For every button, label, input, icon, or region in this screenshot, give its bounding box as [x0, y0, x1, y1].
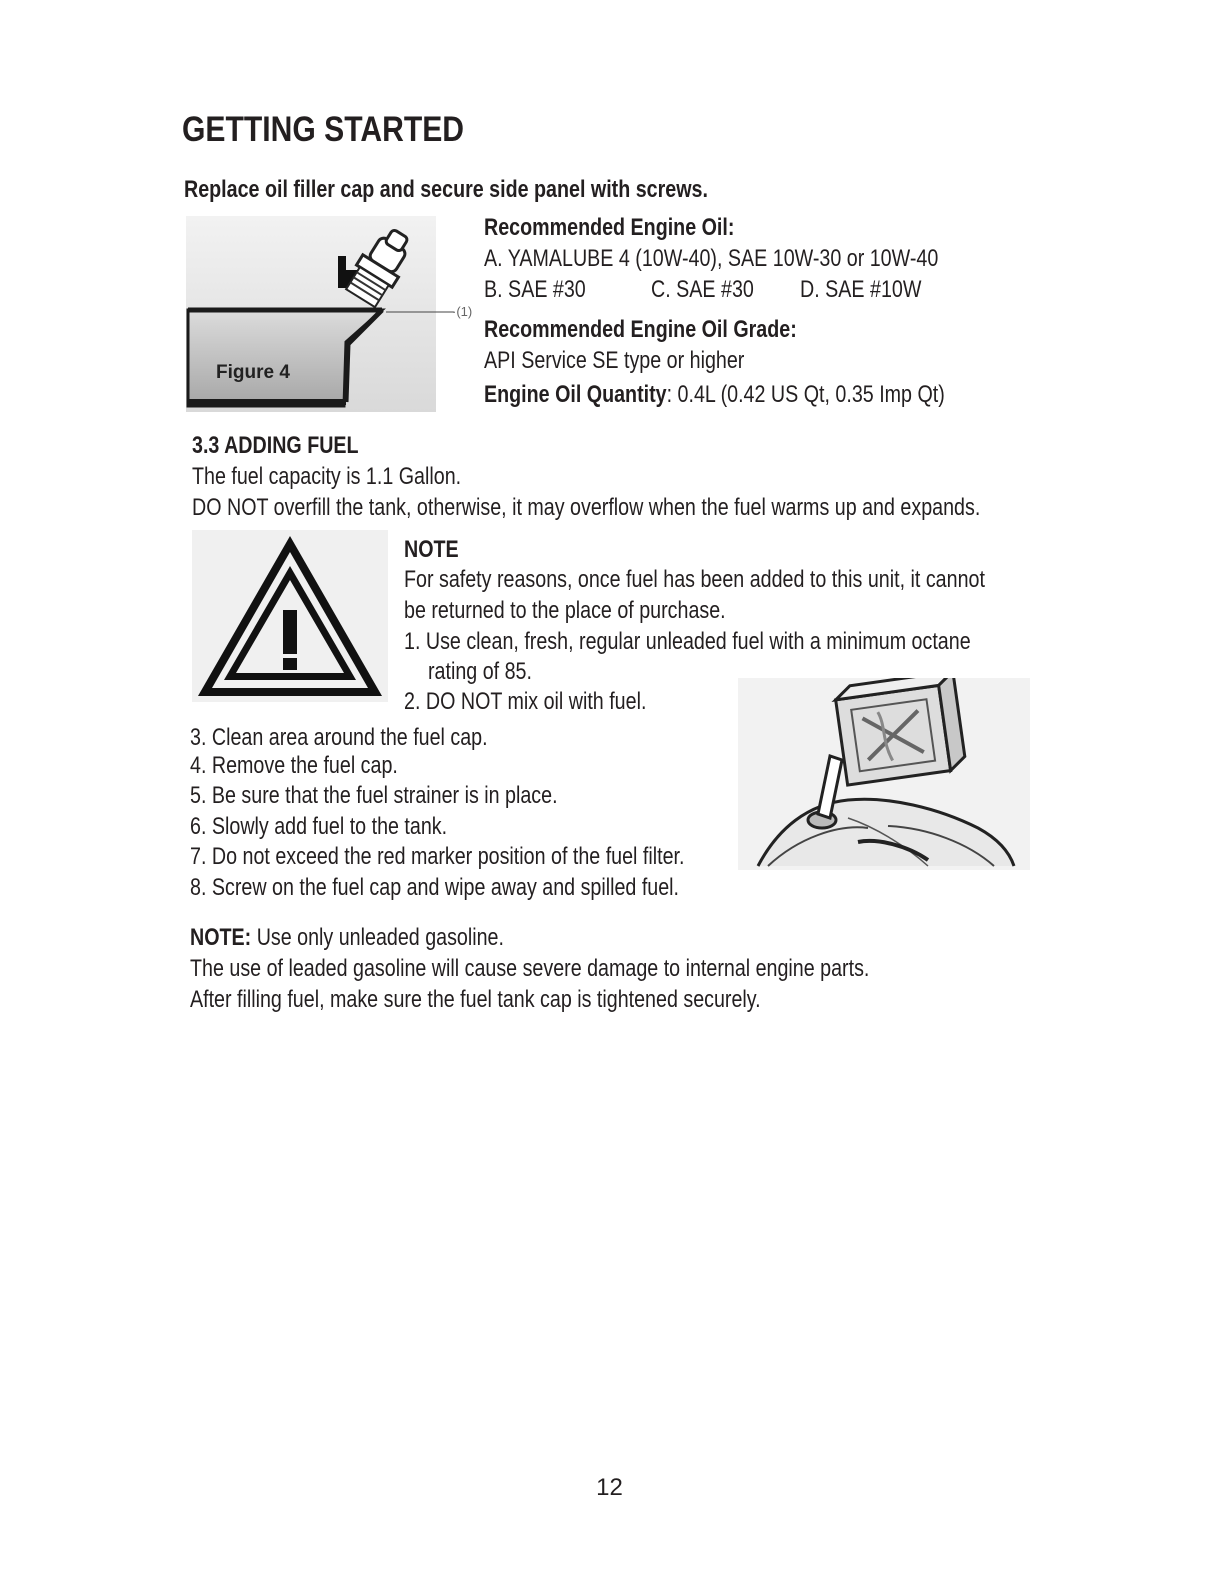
- final-note: [190, 924, 504, 952]
- oil-option-a: A. YAMALUBE 4 (10W-40), SAE 10W-30 or 10W-40: [484, 245, 939, 272]
- page-number: 12: [596, 1474, 623, 1501]
- warning-box: [192, 530, 388, 702]
- step-1-line-2: rating of 85.: [428, 658, 532, 685]
- step-8: 8. Screw on the fuel cap and wipe away and spilled fuel.: [190, 874, 680, 901]
- oil-option-c: C. SAE #30: [651, 276, 754, 303]
- fuel-capacity: The fuel capacity is 1.1 Gallon.: [192, 463, 462, 490]
- final-note-text: Use only unleaded gasoline.: [251, 924, 504, 951]
- cap-reminder: After filling fuel, make sure the fuel tank cap is tightened securely.: [190, 986, 761, 1013]
- page-title: GETTING STARTED: [182, 110, 465, 149]
- step-2: 2. DO NOT mix oil with fuel.: [404, 688, 647, 715]
- oil-quantity-label: Engine Oil Quantity: [484, 381, 667, 408]
- oil-option-b: B. SAE #30: [484, 276, 586, 303]
- step-3: 3. Clean area around the fuel cap.: [190, 724, 488, 751]
- oil-quantity: [484, 381, 945, 409]
- fuel-can-illustration: [738, 678, 1030, 870]
- final-note-label: NOTE:: [190, 924, 252, 951]
- step-6: 6. Slowly add fuel to the tank.: [190, 813, 448, 840]
- overfill-warning: DO NOT overfill the tank, otherwise, it may overflow when the fuel warms up and expands.: [192, 494, 981, 521]
- oil-option-d: D. SAE #10W: [800, 276, 922, 303]
- oil-grade-heading: Recommended Engine Oil Grade:: [484, 316, 797, 343]
- warning-triangle-icon: [192, 530, 388, 702]
- oil-quantity-value: : 0.4L (0.42 US Qt, 0.35 Imp Qt): [666, 381, 945, 408]
- recommended-oil-heading: Recommended Engine Oil:: [484, 214, 735, 241]
- oil-grade-value: API Service SE type or higher: [484, 347, 745, 374]
- svg-text:·(1): ·(1): [452, 304, 472, 319]
- note-line-2: be returned to the place of purchase.: [404, 597, 726, 624]
- note-heading: NOTE: [404, 536, 459, 563]
- step-1-line-1: 1. Use clean, fresh, regular unleaded fuel with a minimum octane: [404, 628, 971, 655]
- step-5: 5. Be sure that the fuel strainer is in place.: [190, 782, 558, 809]
- note-line-1: For safety reasons, once fuel has been added to this unit, it cannot: [404, 566, 985, 593]
- leaded-warning: The use of leaded gasoline will cause severe damage to internal engine parts.: [190, 955, 870, 982]
- oil-section-heading: Replace oil filler cap and secure side panel with screws.: [184, 176, 708, 203]
- fuel-can-figure: [738, 678, 1030, 870]
- step-4: 4. Remove the fuel cap.: [190, 752, 398, 779]
- figure-4-oil-cap: [186, 216, 472, 412]
- fuel-section-heading: 3.3 ADDING FUEL: [192, 432, 359, 459]
- figure-label: Figure 4: [216, 362, 290, 383]
- step-7: 7. Do not exceed the red marker position of the fuel filter.: [190, 843, 685, 870]
